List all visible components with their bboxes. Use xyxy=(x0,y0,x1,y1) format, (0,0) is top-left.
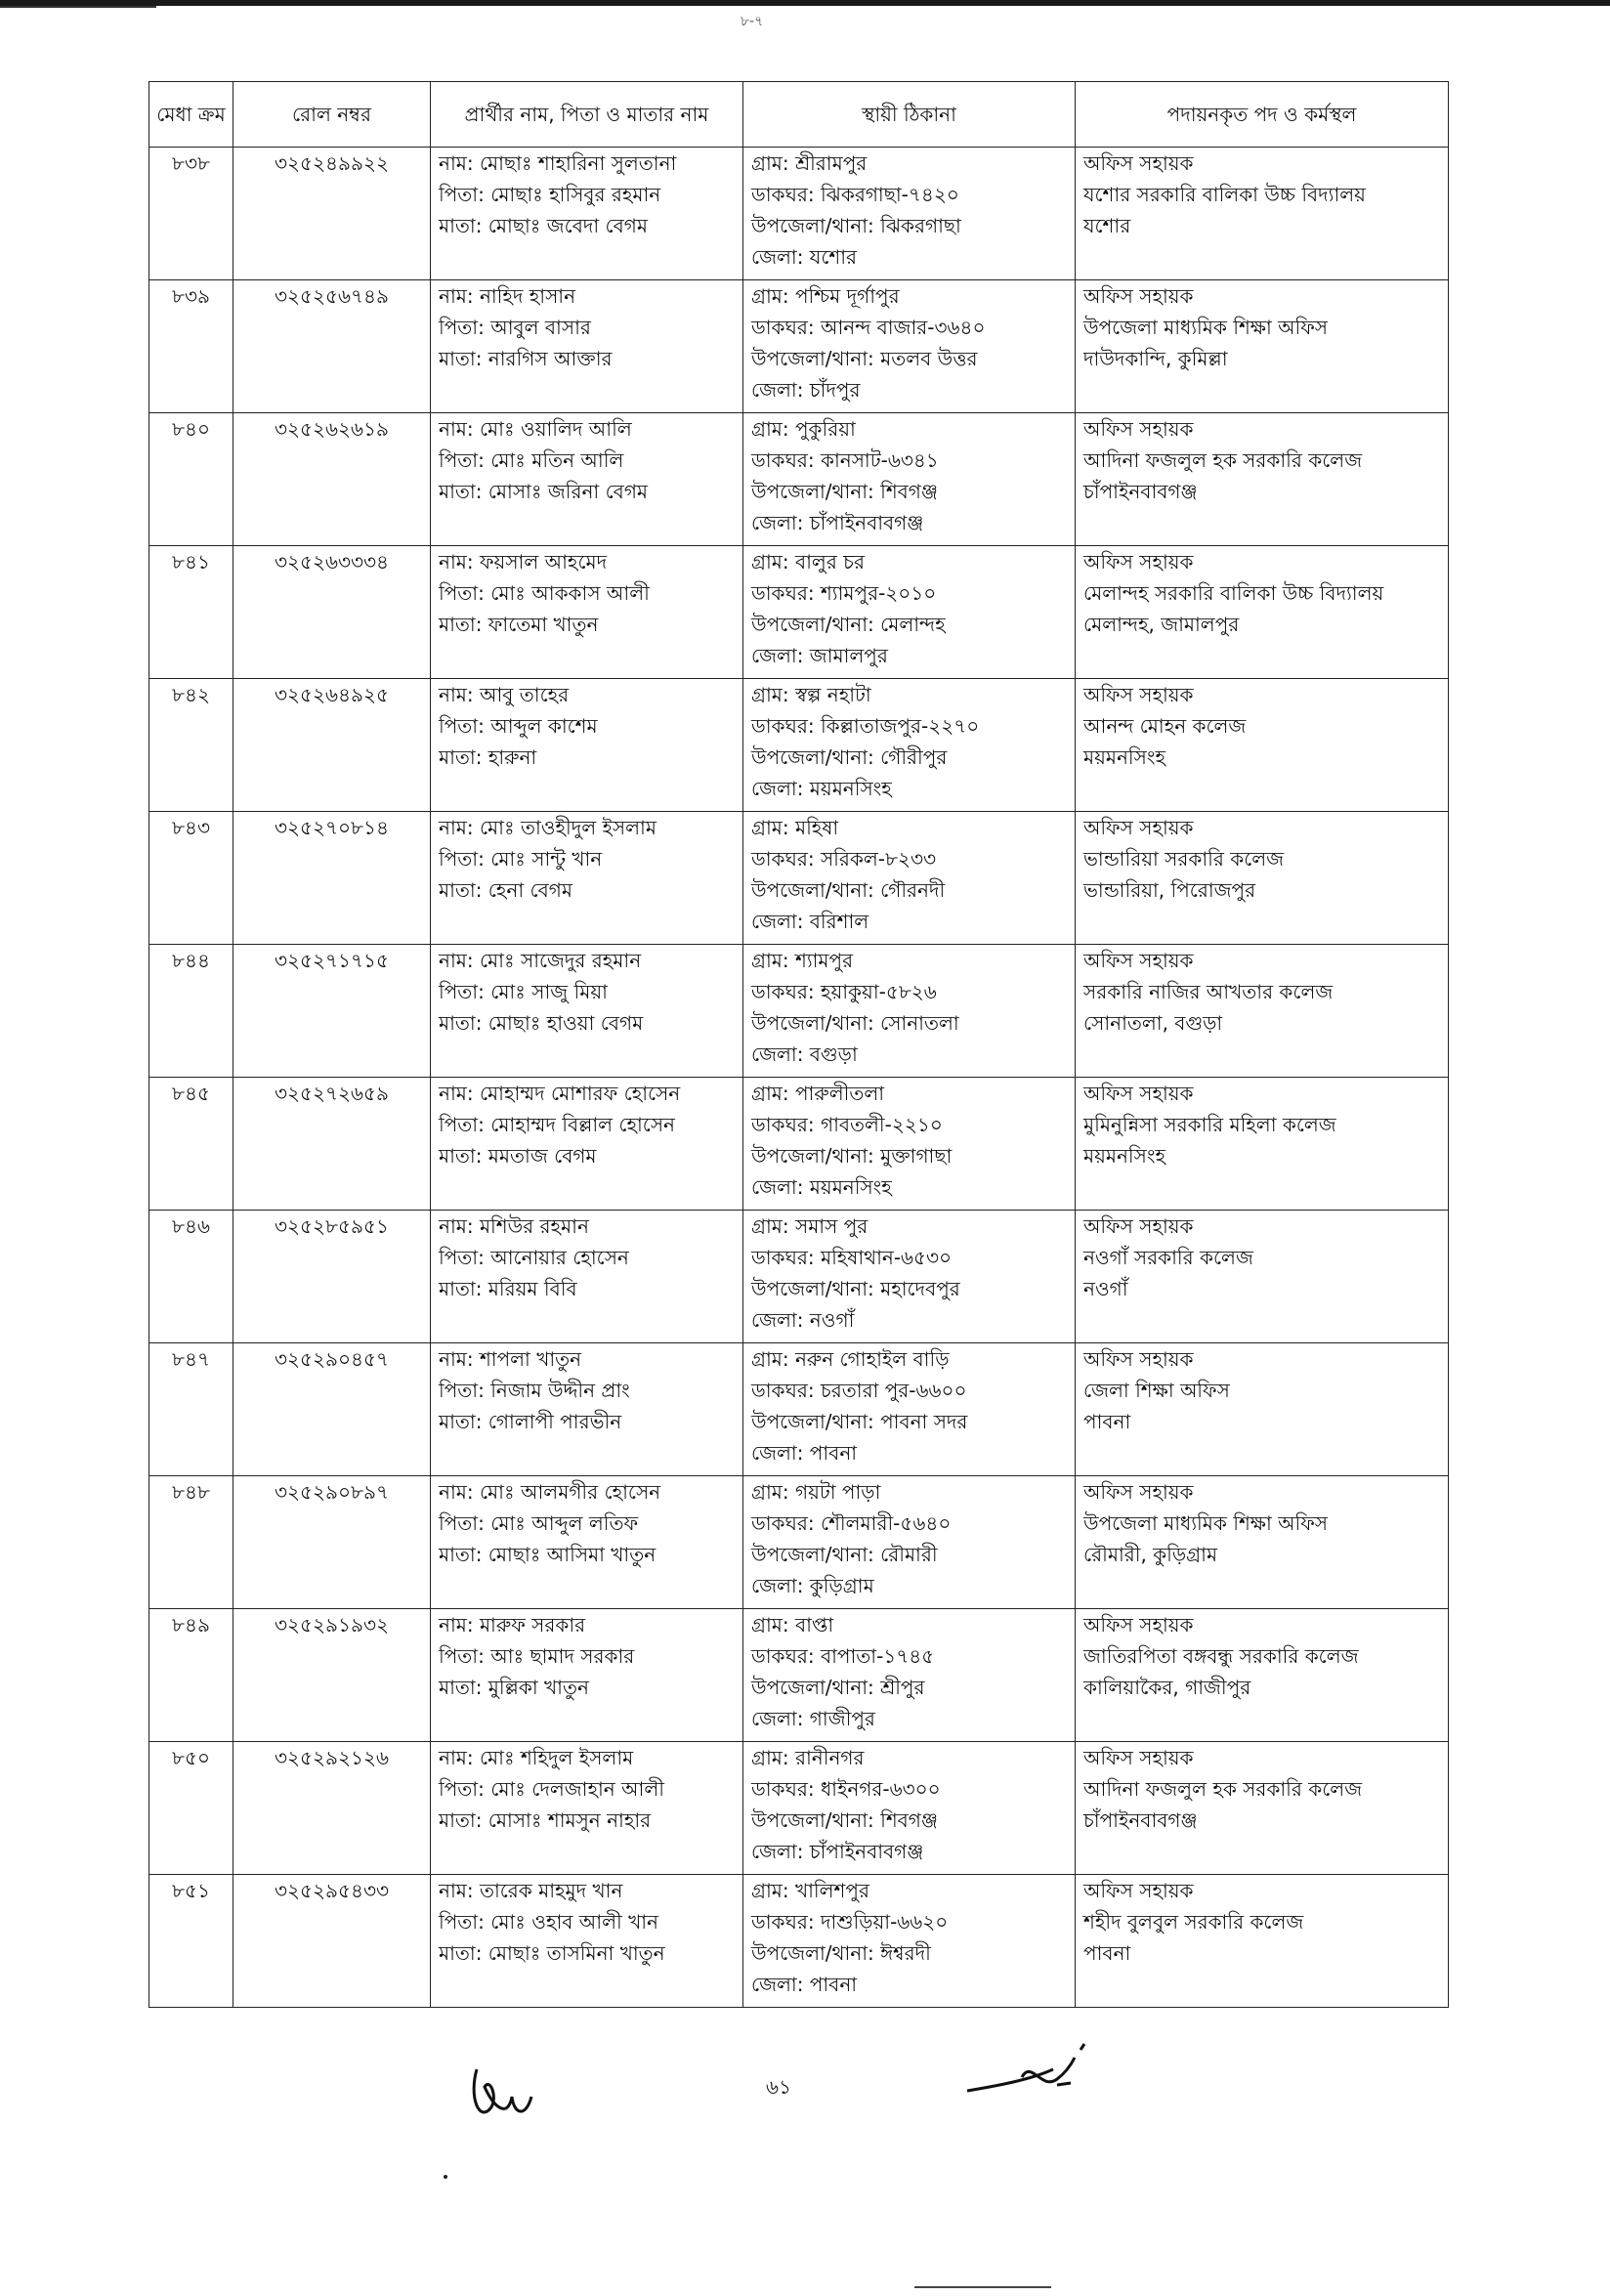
address-cell xyxy=(743,945,1076,1078)
posting-position: অফিস সহায়ক xyxy=(1083,417,1194,441)
posting-cell xyxy=(1076,812,1449,945)
father-name: পিতা: মোঃ দেলজাহান আলী xyxy=(439,1777,665,1801)
address-village: গ্রাম: গয়টা পাড়া xyxy=(751,1480,881,1504)
posting-cell xyxy=(1076,1875,1449,2008)
mother-name: মাতা: মোছাঃ আসিমা খাতুন xyxy=(439,1543,657,1566)
address-upazila: উপজেলা/থানা: ঝিকরগাছা xyxy=(751,214,961,237)
address-upazila: উপজেলা/থানা: রৌমারী xyxy=(751,1543,938,1566)
address-village: গ্রাম: পুকুরিয়া xyxy=(751,417,856,441)
name-cell xyxy=(431,413,743,546)
name-cell xyxy=(431,1476,743,1609)
address-village: গ্রাম: পশ্চিম দূর্গাপুর xyxy=(751,284,900,308)
father-name: পিতা: আঃ ছামাদ সরকার xyxy=(439,1644,635,1668)
father-name: পিতা: মোছাঃ হাসিবুর রহমান xyxy=(439,183,661,206)
address-cell xyxy=(743,1078,1076,1211)
table-row xyxy=(149,148,1449,280)
merit-number: ৮৪১ xyxy=(172,550,210,574)
table-row xyxy=(149,945,1449,1078)
address-district: জেলা: যশোর xyxy=(751,245,857,269)
table-row xyxy=(149,1211,1449,1343)
address-upazila: উপজেলা/থানা: মুক্তাগাছা xyxy=(751,1144,953,1168)
posting-location: দাউদকান্দি, কুমিল্লা xyxy=(1083,347,1228,370)
address-cell xyxy=(743,280,1076,413)
mother-name: মাতা: হারুনা xyxy=(439,745,537,769)
candidate-name: নাম: মোঃ আলমগীর হোসেন xyxy=(439,1480,661,1504)
merit-cell xyxy=(149,1343,233,1476)
merit-cell xyxy=(149,812,233,945)
roll-cell xyxy=(233,280,431,413)
merit-number: ৮৪৪ xyxy=(172,949,210,972)
address-district: জেলা: চাঁদপুর xyxy=(751,378,861,402)
posting-cell xyxy=(1076,679,1449,812)
roll-cell xyxy=(233,812,431,945)
address-district: জেলা: পাবনা xyxy=(751,1973,858,1996)
posting-location: নওগাঁ xyxy=(1083,1277,1128,1300)
posting-cell xyxy=(1076,1078,1449,1211)
address-district: জেলা: ময়মনসিংহ xyxy=(751,777,892,800)
address-village: গ্রাম: মহিষা xyxy=(751,816,839,839)
table-row xyxy=(149,812,1449,945)
candidate-name: নাম: মশিউর রহমান xyxy=(439,1214,589,1238)
name-cell xyxy=(431,1875,743,2008)
address-village: গ্রাম: শ্রীরামপুর xyxy=(751,151,868,175)
table-row xyxy=(149,1476,1449,1609)
roll-cell xyxy=(233,1211,431,1343)
roll-cell xyxy=(233,1875,431,2008)
address-village: গ্রাম: স্বল্প নহাটা xyxy=(751,683,871,706)
address-post-office: ডাকঘর: আনন্দ বাজার-৩৬৪০ xyxy=(751,316,986,339)
roll-number: ৩২৫২৯০৪৫৭ xyxy=(275,1347,389,1371)
roll-cell xyxy=(233,1343,431,1476)
address-cell xyxy=(743,1343,1076,1476)
candidate-name: নাম: মোঃ সাজেদুর রহমান xyxy=(439,949,642,972)
posting-office: জাতিরপিতা বঙ্গবন্ধু সরকারি কলেজ xyxy=(1083,1644,1359,1668)
scan-edge-mark xyxy=(0,6,156,8)
father-name: পিতা: মোঃ মতিন আলি xyxy=(439,448,624,472)
address-cell xyxy=(743,1211,1076,1343)
posting-location: রৌমারী, কুড়িগ্রাম xyxy=(1083,1543,1218,1566)
table-row xyxy=(149,1742,1449,1875)
address-cell xyxy=(743,413,1076,546)
roll-number: ৩২৫২৯৫৪৩৩ xyxy=(275,1879,389,1902)
mother-name: মাতা: মোছাঃ তাসমিনা খাতুন xyxy=(439,1941,665,1965)
mother-name: মাতা: মোছাঃ হাওয়া বেগম xyxy=(439,1011,644,1035)
posting-position: অফিস সহায়ক xyxy=(1083,1879,1194,1902)
merit-number: ৮৪৭ xyxy=(172,1347,210,1371)
address-cell xyxy=(743,1476,1076,1609)
merit-number: ৮৪৫ xyxy=(172,1082,210,1105)
address-upazila: উপজেলা/থানা: গৌরনদী xyxy=(751,878,946,902)
name-cell xyxy=(431,1609,743,1742)
address-upazila: উপজেলা/থানা: ঈশ্বরদী xyxy=(751,1941,931,1965)
name-cell xyxy=(431,812,743,945)
posting-office: উপজেলা মাধ্যমিক শিক্ষা অফিস xyxy=(1083,316,1329,339)
posting-office: আদিনা ফজলুল হক সরকারি কলেজ xyxy=(1083,1777,1363,1801)
roll-cell xyxy=(233,1078,431,1211)
address-village: গ্রাম: বালুর চর xyxy=(751,550,865,574)
mother-name: মাতা: হেনা বেগম xyxy=(439,878,572,902)
roll-number: ৩২৫২৯১৯৩২ xyxy=(275,1613,389,1637)
name-cell xyxy=(431,148,743,280)
posting-office: জেলা শিক্ষা অফিস xyxy=(1083,1379,1230,1402)
address-cell xyxy=(743,1609,1076,1742)
posting-cell xyxy=(1076,1742,1449,1875)
posting-cell xyxy=(1076,1211,1449,1343)
table-row xyxy=(149,280,1449,413)
address-upazila: উপজেলা/থানা: মহাদেবপুর xyxy=(751,1277,960,1300)
posting-cell xyxy=(1076,546,1449,679)
posting-location: চাঁপাইনবাবগঞ্জ xyxy=(1083,1808,1198,1832)
roll-number: ৩২৫২৮৫৯৫১ xyxy=(275,1214,389,1238)
merit-number: ৮৪০ xyxy=(172,417,210,441)
roll-cell xyxy=(233,413,431,546)
merit-number: ৮৪২ xyxy=(172,683,210,706)
posting-location: যশোর xyxy=(1083,214,1131,237)
address-district: জেলা: নওগাঁ xyxy=(751,1308,855,1332)
header-posting: পদায়নকৃত পদ ও কর্মস্থল xyxy=(1076,82,1449,148)
posting-location: চাঁপাইনবাবগঞ্জ xyxy=(1083,480,1198,503)
table-row xyxy=(149,1609,1449,1742)
address-village: গ্রাম: পারুলীতলা xyxy=(751,1082,885,1105)
address-post-office: ডাকঘর: ধাইনগর-৬৩০০ xyxy=(751,1777,941,1801)
address-district: জেলা: ময়মনসিংহ xyxy=(751,1175,892,1199)
merit-number: ৮৪৬ xyxy=(172,1214,210,1238)
table-row xyxy=(149,679,1449,812)
posting-position: অফিস সহায়ক xyxy=(1083,1082,1194,1105)
posting-position: অফিস সহায়ক xyxy=(1083,284,1194,308)
candidate-name: নাম: মারুফ সরকার xyxy=(439,1613,586,1637)
roll-cell xyxy=(233,945,431,1078)
roll-number: ৩২৫২৪৯৯২২ xyxy=(275,151,389,175)
posting-office: নওগাঁ সরকারি কলেজ xyxy=(1083,1246,1253,1269)
candidate-name: নাম: নাহিদ হাসান xyxy=(439,284,576,308)
table-header-row xyxy=(149,82,1449,148)
posting-position: অফিস সহায়ক xyxy=(1083,816,1194,839)
mother-name: মাতা: মুল্লিকা খাতুন xyxy=(439,1676,589,1699)
address-post-office: ডাকঘর: চরতারা পুর-৬৬০০ xyxy=(751,1379,967,1402)
name-cell xyxy=(431,1742,743,1875)
posting-position: অফিস সহায়ক xyxy=(1083,550,1194,574)
address-upazila: উপজেলা/থানা: মেলান্দহ xyxy=(751,613,946,636)
address-upazila: উপজেলা/থানা: গৌরীপুর xyxy=(751,745,948,769)
mother-name: মাতা: গোলাপী পারভীন xyxy=(439,1410,622,1433)
address-village: গ্রাম: নরুন গোহাইল বাড়ি xyxy=(751,1347,950,1371)
merit-number: ৮৪৯ xyxy=(172,1613,210,1637)
candidate-name: নাম: মোঃ ওয়ালিদ আলি xyxy=(439,417,632,441)
posting-position: অফিস সহায়ক xyxy=(1083,683,1194,706)
posting-office: আনন্দ মোহন কলেজ xyxy=(1083,714,1247,738)
roll-number: ৩২৫২৫৬৭৪৯ xyxy=(275,284,389,308)
address-post-office: ডাকঘর: শ্যামপুর-২০১০ xyxy=(751,581,937,605)
father-name: পিতা: মোঃ ওহাব আলী খান xyxy=(439,1910,658,1934)
address-district: জেলা: চাঁপাইনবাবগঞ্জ xyxy=(751,511,924,534)
merit-cell xyxy=(149,1078,233,1211)
posting-location: ময়মনসিংহ xyxy=(1083,1144,1165,1168)
posting-position: অফিস সহায়ক xyxy=(1083,1347,1194,1371)
posting-cell xyxy=(1076,1343,1449,1476)
roll-number: ৩২৫২৬২৬১৯ xyxy=(275,417,389,441)
posting-position: অফিস সহায়ক xyxy=(1083,1613,1194,1637)
address-district: জেলা: গাজীপুর xyxy=(751,1707,875,1730)
address-post-office: ডাকঘর: বাপাতা-১৭৪৫ xyxy=(751,1644,935,1668)
address-cell xyxy=(743,679,1076,812)
address-upazila: উপজেলা/থানা: মতলব উত্তর xyxy=(751,347,978,370)
address-village: গ্রাম: রানীনগর xyxy=(751,1746,865,1769)
posting-location: মেলান্দহ, জামালপুর xyxy=(1083,613,1240,636)
header-merit: মেধা ক্রম xyxy=(149,82,233,148)
address-district: জেলা: পাবনা xyxy=(751,1441,858,1465)
roll-number: ৩২৫২৭১৭১৫ xyxy=(275,949,389,972)
posting-location: কালিয়াকৈর, গাজীপুর xyxy=(1083,1676,1251,1699)
candidate-name: নাম: তারেক মাহমুদ খান xyxy=(439,1879,623,1902)
merit-cell xyxy=(149,1476,233,1609)
header-mark: ৮-৭ xyxy=(741,14,764,29)
posting-cell xyxy=(1076,945,1449,1078)
candidate-name: নাম: শাপলা খাতুন xyxy=(439,1347,582,1371)
name-cell xyxy=(431,546,743,679)
posting-office: উপজেলা মাধ্যমিক শিক্ষা অফিস xyxy=(1083,1511,1329,1535)
address-post-office: ডাকঘর: শৌলমারী-৫৬৪০ xyxy=(751,1511,952,1535)
table-row xyxy=(149,413,1449,546)
address-district: জেলা: বগুড়া xyxy=(751,1042,858,1066)
father-name: পিতা: মোঃ আব্দুল লতিফ xyxy=(439,1511,639,1535)
candidate-name: নাম: মোঃ তাওহীদুল ইসলাম xyxy=(439,816,657,839)
merit-cell xyxy=(149,148,233,280)
posting-location: ভান্ডারিয়া, পিরোজপুর xyxy=(1083,878,1256,902)
mother-name: মাতা: মমতাজ বেগম xyxy=(439,1144,597,1168)
table-row xyxy=(149,1078,1449,1211)
table-row xyxy=(149,1875,1449,2008)
merit-cell xyxy=(149,280,233,413)
address-post-office: ডাকঘর: গাবতলী-২২১০ xyxy=(751,1113,943,1136)
merit-number: ৮৫১ xyxy=(172,1879,210,1902)
address-upazila: উপজেলা/থানা: শিবগঞ্জ xyxy=(751,1808,938,1832)
bottom-rule xyxy=(914,2286,1051,2288)
mother-name: মাতা: মোছাঃ জবেদা বেগম xyxy=(439,214,648,237)
merit-number: ৮৩৮ xyxy=(172,151,210,175)
address-post-office: ডাকঘর: কিল্লাতাজপুর-২২৭০ xyxy=(751,714,980,738)
page-number: ৬১ xyxy=(766,2075,791,2099)
posting-position: অফিস সহায়ক xyxy=(1083,1746,1194,1769)
name-cell xyxy=(431,945,743,1078)
roll-cell xyxy=(233,1742,431,1875)
father-name: পিতা: আনোয়ার হোসেন xyxy=(439,1246,629,1269)
posting-office: মেলান্দহ সরকারি বালিকা উচ্চ বিদ্যালয় xyxy=(1083,581,1384,605)
address-upazila: উপজেলা/থানা: শিবগঞ্জ xyxy=(751,480,938,503)
posting-position: অফিস সহায়ক xyxy=(1083,1214,1194,1238)
roll-cell xyxy=(233,1476,431,1609)
father-name: পিতা: নিজাম উদ্দীন প্রাং xyxy=(439,1379,630,1402)
name-cell xyxy=(431,1211,743,1343)
posting-office: ভান্ডারিয়া সরকারি কলেজ xyxy=(1083,847,1285,871)
right-signature xyxy=(963,2040,1110,2108)
table-row xyxy=(149,1343,1449,1476)
address-post-office: ডাকঘর: হয়াকুয়া-৫৮২৬ xyxy=(751,980,937,1003)
posting-location: পাবনা xyxy=(1083,1941,1131,1965)
roll-number: ৩২৫২৭০৮১৪ xyxy=(275,816,389,839)
results-table xyxy=(148,81,1449,2008)
address-post-office: ডাকঘর: সরিকল-৮২৩৩ xyxy=(751,847,936,871)
address-upazila: উপজেলা/থানা: সোনাতলা xyxy=(751,1011,959,1035)
header-address: স্থায়ী ঠিকানা xyxy=(743,82,1076,148)
roll-cell xyxy=(233,1609,431,1742)
father-name: পিতা: মোঃ আককাস আলী xyxy=(439,581,650,605)
father-name: পিতা: মোঃ সান্টু খান xyxy=(439,847,603,871)
posting-office: মুমিনুন্নিসা সরকারি মহিলা কলেজ xyxy=(1083,1113,1336,1136)
name-cell xyxy=(431,679,743,812)
address-village: গ্রাম: সমাস পুর xyxy=(751,1214,869,1238)
posting-cell xyxy=(1076,413,1449,546)
posting-office: যশোর সরকারি বালিকা উচ্চ বিদ্যালয় xyxy=(1083,183,1366,206)
mother-name: মাতা: নারগিস আক্তার xyxy=(439,347,613,370)
header-roll: রোল নম্বর xyxy=(233,82,431,148)
name-cell xyxy=(431,280,743,413)
father-name: পিতা: আব্দুল কাশেম xyxy=(439,714,598,738)
merit-number: ৮৫০ xyxy=(172,1746,210,1769)
address-district: জেলা: জামালপুর xyxy=(751,644,888,667)
candidate-name: নাম: মোছাঃ শাহারিনা সুলতানা xyxy=(439,151,677,175)
address-village: গ্রাম: শ্যামপুর xyxy=(751,949,854,972)
roll-number: ৩২৫২৯০৮৯৭ xyxy=(275,1480,389,1504)
address-cell xyxy=(743,1742,1076,1875)
address-cell xyxy=(743,148,1076,280)
candidate-name: নাম: আবু তাহের xyxy=(439,683,570,706)
posting-location: সোনাতলা, বগুড়া xyxy=(1083,1011,1223,1035)
merit-cell xyxy=(149,1211,233,1343)
posting-position: অফিস সহায়ক xyxy=(1083,949,1194,972)
mother-name: মাতা: ফাতেমা খাতুন xyxy=(439,613,599,636)
posting-location: পাবনা xyxy=(1083,1410,1131,1433)
posting-office: সরকারি নাজির আখতার কলেজ xyxy=(1083,980,1334,1003)
posting-location: ময়মনসিংহ xyxy=(1083,745,1165,769)
ink-dot xyxy=(444,2175,447,2179)
posting-cell xyxy=(1076,1476,1449,1609)
left-signature xyxy=(465,2058,543,2136)
candidate-name: নাম: ফয়সাল আহমেদ xyxy=(439,550,608,574)
address-cell xyxy=(743,546,1076,679)
address-upazila: উপজেলা/থানা: পাবনা সদর xyxy=(751,1410,968,1433)
address-village: গ্রাম: খালিশপুর xyxy=(751,1879,869,1902)
merit-cell xyxy=(149,546,233,679)
posting-cell xyxy=(1076,280,1449,413)
candidate-name: নাম: মোহাম্মদ মোশারফ হোসেন xyxy=(439,1082,681,1105)
merit-cell xyxy=(149,679,233,812)
address-district: জেলা: বরিশাল xyxy=(751,910,869,933)
posting-position: অফিস সহায়ক xyxy=(1083,1480,1194,1504)
merit-cell xyxy=(149,1875,233,2008)
address-village: গ্রাম: বাপ্তা xyxy=(751,1613,834,1637)
roll-cell xyxy=(233,679,431,812)
father-name: পিতা: মোহাম্মদ বিল্লাল হোসেন xyxy=(439,1113,675,1136)
name-cell xyxy=(431,1343,743,1476)
posting-position: অফিস সহায়ক xyxy=(1083,151,1194,175)
header-name: প্রার্থীর নাম, পিতা ও মাতার নাম xyxy=(431,82,743,148)
posting-cell xyxy=(1076,1609,1449,1742)
father-name: পিতা: মোঃ সাজু মিয়া xyxy=(439,980,608,1003)
roll-number: ৩২৫২৬৩৩৩৪ xyxy=(275,550,389,574)
address-upazila: উপজেলা/থানা: শ্রীপুর xyxy=(751,1676,925,1699)
roll-number: ৩২৫২৬৪৯২৫ xyxy=(275,683,389,706)
merit-cell xyxy=(149,1742,233,1875)
mother-name: মাতা: মোসাঃ জরিনা বেগম xyxy=(439,480,649,503)
address-cell xyxy=(743,1875,1076,2008)
roll-cell xyxy=(233,546,431,679)
table-row xyxy=(149,546,1449,679)
merit-number: ৮৩৯ xyxy=(172,284,210,308)
address-post-office: ডাকঘর: কানসাট-৬৩৪১ xyxy=(751,448,939,472)
merit-cell xyxy=(149,945,233,1078)
address-cell xyxy=(743,812,1076,945)
address-district: জেলা: চাঁপাইনবাবগঞ্জ xyxy=(751,1840,924,1863)
posting-cell xyxy=(1076,148,1449,280)
scan-edge xyxy=(0,0,1610,6)
address-district: জেলা: কুড়িগ্রাম xyxy=(751,1574,874,1597)
merit-cell xyxy=(149,1609,233,1742)
merit-number: ৮৪৩ xyxy=(172,816,210,839)
merit-cell xyxy=(149,413,233,546)
address-post-office: ডাকঘর: দাশুড়িয়া-৬৬২০ xyxy=(751,1910,949,1934)
mother-name: মাতা: মরিয়ম বিবি xyxy=(439,1277,577,1300)
address-post-office: ডাকঘর: মহিষাথান-৬৫৩০ xyxy=(751,1246,953,1269)
mother-name: মাতা: মোসাঃ শামসুন নাহার xyxy=(439,1808,652,1832)
father-name: পিতা: আবুল বাসার xyxy=(439,316,591,339)
merit-number: ৮৪৮ xyxy=(172,1480,210,1504)
roll-number: ৩২৫২৭২৬৫৯ xyxy=(275,1082,389,1105)
address-post-office: ডাকঘর: ঝিকরগাছা-৭৪২০ xyxy=(751,183,959,206)
posting-office: আদিনা ফজলুল হক সরকারি কলেজ xyxy=(1083,448,1363,472)
roll-cell xyxy=(233,148,431,280)
candidate-name: নাম: মোঃ শহিদুল ইসলাম xyxy=(439,1746,634,1769)
roll-number: ৩২৫২৯২১২৬ xyxy=(275,1746,389,1769)
name-cell xyxy=(431,1078,743,1211)
posting-office: শহীদ বুলবুল সরকারি কলেজ xyxy=(1083,1910,1304,1934)
